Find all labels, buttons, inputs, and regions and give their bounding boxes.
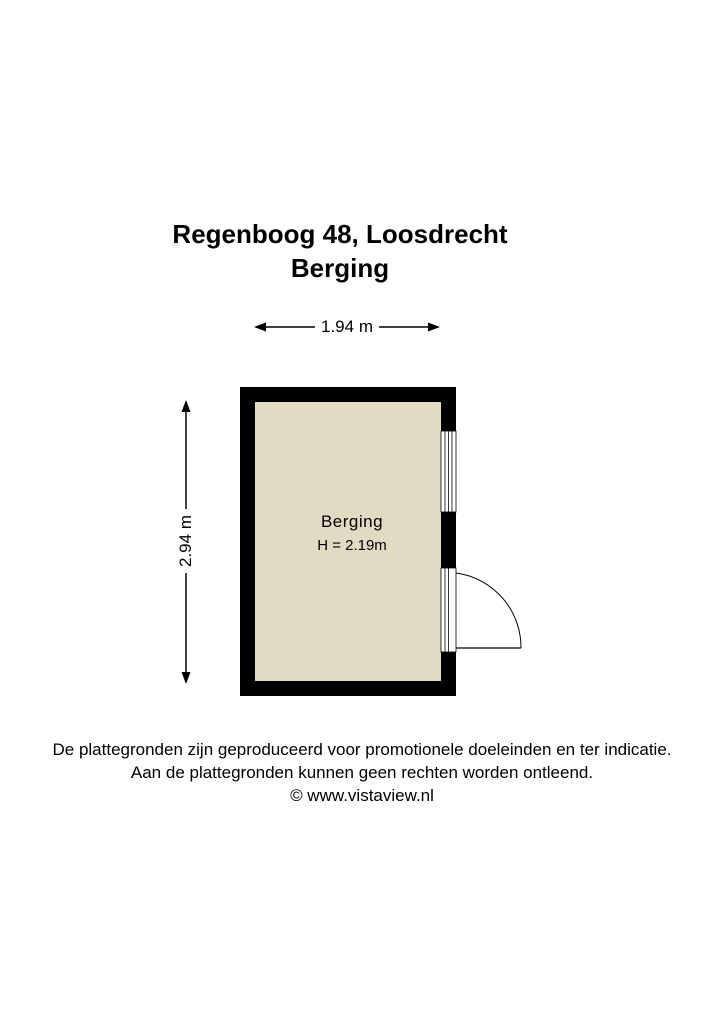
copyright-line: © www.vistaview.nl	[290, 786, 434, 805]
window	[441, 431, 456, 512]
door-swing-arc	[456, 573, 521, 648]
door	[441, 568, 521, 652]
disclaimer-line-1: De plattegronden zijn geproduceerd voor promotionele doeleinden en ter indicatie.	[52, 740, 672, 759]
wall-right-upper	[441, 387, 456, 431]
wall-bottom	[240, 681, 456, 696]
wall-top	[240, 387, 456, 402]
wall-right-lower	[441, 652, 456, 696]
room-name-label: Berging	[320, 512, 384, 531]
disclaimer-line-2: Aan de plattegronden kunnen geen rechten worden ontleend.	[130, 763, 594, 782]
height-dimension-label: 2.94 m	[176, 509, 196, 573]
room-height-label: H = 2.19m	[317, 537, 387, 554]
wall-left	[240, 387, 255, 696]
width-dimension-label: 1.94 m	[315, 317, 379, 337]
plan-title: Regenboog 48, Loosdrecht	[172, 219, 508, 249]
wall-right-middle	[441, 512, 456, 568]
plan-subtitle: Berging	[290, 253, 390, 283]
